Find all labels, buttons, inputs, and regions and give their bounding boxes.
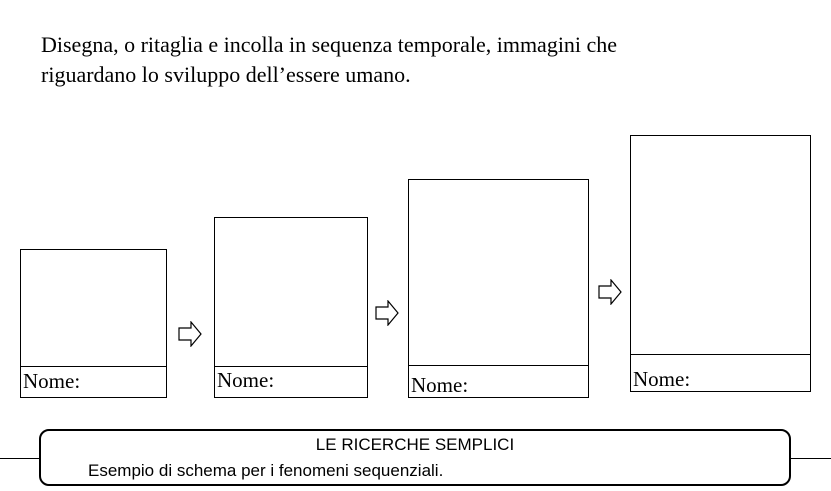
footer-title: LE RICERCHE SEMPLICI xyxy=(315,435,515,454)
footer-subtitle: Esempio di schema per i fenomeni sequenziali. xyxy=(88,461,444,480)
footer-banner xyxy=(39,429,791,486)
name-label-1: Nome: xyxy=(23,369,81,393)
name-label-4: Nome: xyxy=(633,367,691,391)
image-area-3[interactable] xyxy=(409,180,588,366)
footer-divider-right xyxy=(790,458,831,459)
outline-right-arrow-icon xyxy=(375,300,399,326)
image-area-2[interactable] xyxy=(215,218,367,367)
picture-box-3[interactable] xyxy=(408,179,589,398)
instruction-text xyxy=(41,30,801,90)
instruction-line-1: Disegna, o ritaglia e incolla in sequenza temporale, immagini che xyxy=(41,32,618,57)
footer-divider-left xyxy=(0,458,40,459)
outline-right-arrow-icon xyxy=(598,279,622,305)
image-area-4[interactable] xyxy=(631,136,810,355)
name-label-3: Nome: xyxy=(411,373,469,397)
name-label-2: Nome: xyxy=(217,368,275,392)
picture-box-1[interactable] xyxy=(20,249,167,398)
picture-box-4[interactable] xyxy=(630,135,811,392)
instruction-line-2: riguardano lo sviluppo dell’essere umano. xyxy=(41,62,411,87)
outline-right-arrow-icon xyxy=(178,321,202,347)
picture-box-2[interactable] xyxy=(214,217,368,398)
image-area-1[interactable] xyxy=(21,250,166,367)
